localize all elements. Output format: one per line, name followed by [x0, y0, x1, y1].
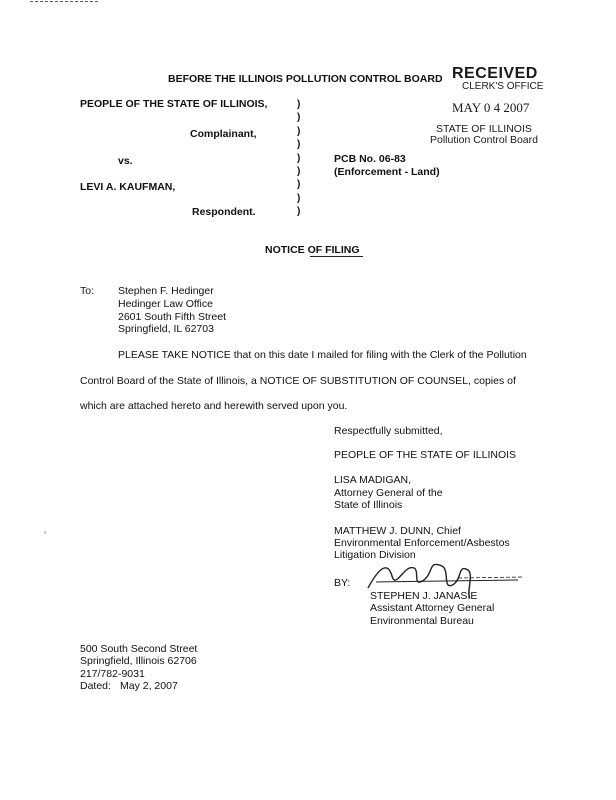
footer-address-2: Springfield, Illinois 62706	[80, 655, 197, 667]
signer-title: Assistant Attorney General	[370, 602, 495, 614]
stamp-state: STATE OF ILLINOIS	[436, 123, 532, 135]
notice-title	[265, 244, 360, 257]
signer-name: STEPHEN J. JANASIE	[370, 590, 478, 602]
notice-title-text: NOTICE OF FILING	[265, 244, 360, 256]
caption-parentheses: ) ) ) ) ) ) ) ) )	[297, 99, 301, 218]
defendant-name: LEVI A. KAUFMAN,	[80, 181, 176, 193]
footer-date-value: May 2, 2007	[120, 680, 178, 692]
body-line-1: PLEASE TAKE NOTICE that on this date I mailed for filing with the Clerk of the Pollution	[118, 349, 527, 361]
body-line-2: Control Board of the State of Illinois, a NOTICE OF SUBSTITUTION OF COUNSEL, copies of	[80, 375, 516, 387]
defendant-role: Respondent.	[192, 206, 256, 218]
closing: Respectfully submitted,	[334, 425, 443, 437]
case-type: (Enforcement - Land)	[334, 166, 440, 178]
to-label: To:	[80, 285, 95, 297]
chief-title-1: Environmental Enforcement/Asbestos	[334, 537, 510, 549]
signer-bureau: Environmental Bureau	[370, 615, 474, 627]
chief-title-2: Litigation Division	[334, 549, 416, 561]
ag-title-1: Attorney General of the	[334, 487, 443, 499]
to-line-3: 2601 South Fifth Street	[118, 311, 226, 323]
stamp-date: MAY 0 4 2007	[452, 100, 530, 115]
footer-address-1: 500 South Second Street	[80, 643, 198, 655]
stamp-board: Pollution Control Board	[430, 134, 538, 146]
footer-phone: 217/782-9031	[80, 668, 145, 680]
court-heading: BEFORE THE ILLINOIS POLLUTION CONTROL BOARD	[168, 73, 443, 85]
ag-name: LISA MADIGAN,	[334, 474, 412, 486]
plaintiff-role: Complainant,	[190, 128, 257, 140]
received-stamp: RECEIVED	[452, 65, 538, 82]
party-name: PEOPLE OF THE STATE OF ILLINOIS	[334, 449, 517, 461]
body-line-3: which are attached hereto and herewith served upon you.	[80, 400, 348, 412]
by-label: BY:	[334, 577, 351, 589]
case-number: PCB No. 06-83	[334, 153, 406, 165]
ag-title-2: State of Illinois	[334, 499, 403, 511]
chief-name: MATTHEW J. DUNN, Chief	[334, 525, 461, 537]
top-scan-mark	[30, 1, 98, 2]
clerks-office-stamp: CLERK'S OFFICE	[462, 81, 544, 92]
notice-title-underline	[310, 256, 363, 257]
versus-label: vs.	[118, 155, 133, 167]
to-line-2: Hedinger Law Office	[118, 298, 213, 310]
to-line-4: Springfield, IL 62703	[118, 323, 214, 335]
scan-speck: ’	[44, 530, 46, 540]
footer-date-label: Dated:	[80, 680, 111, 692]
plaintiff-name: PEOPLE OF THE STATE OF ILLINOIS,	[80, 98, 268, 110]
to-line-1: Stephen F. Hedinger	[118, 285, 214, 297]
